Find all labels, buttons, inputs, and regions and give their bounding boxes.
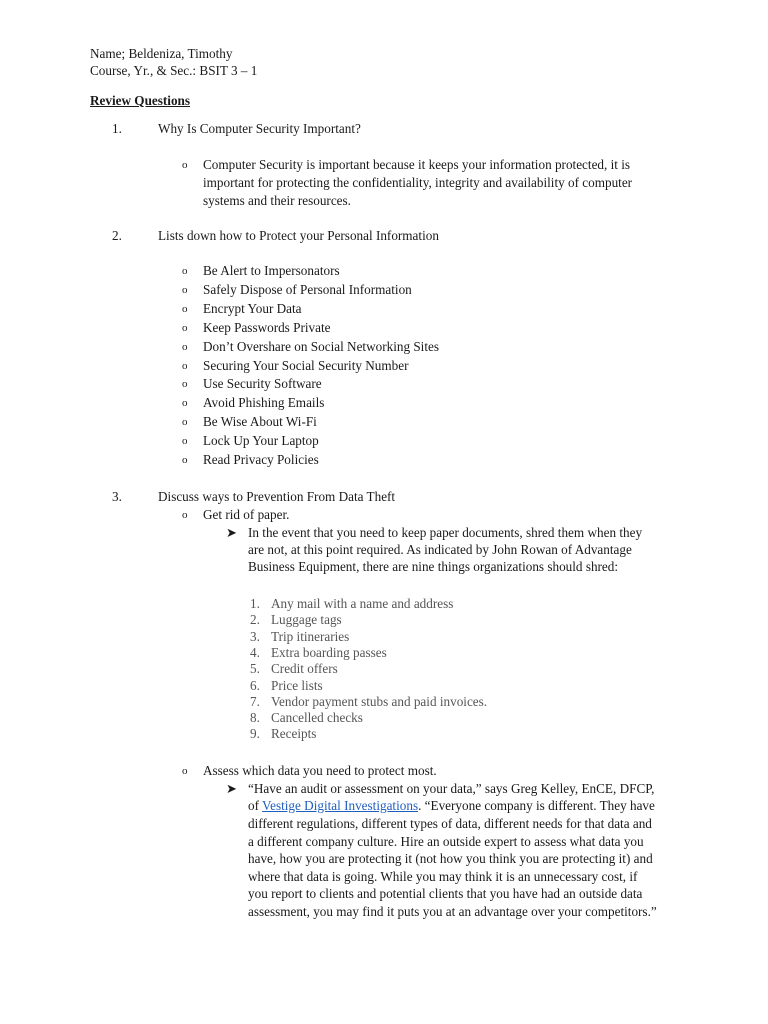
list-item: Securing Your Social Security Number [203,357,409,373]
list-item: Read Privacy Policies [203,452,319,467]
answer-1-line: Computer Security is important because it keeps your information protected, it is [203,157,631,172]
list-item: Price lists [271,677,323,693]
answer-1-line: important for protecting the confidentiality, integrity and availability of computer [203,175,633,190]
bullet-icon: o [182,159,188,171]
question-3-text: Discuss ways to Prevention From Data Theft [158,489,396,504]
quote-line: a different company culture. Hire an outside expert to assess what data you [248,833,644,849]
quote-line: where that data is going. While you may think it is an unnecessary cost, if [248,868,638,884]
arrow-bullet-icon: ➤ [226,525,237,540]
list-item: Vendor payment stubs and paid invoices. [271,693,488,709]
bullet-icon: o [182,340,188,353]
bullet-icon: o [182,765,188,777]
question-3-number: 3. [112,489,122,504]
quote-line [248,797,655,814]
bullet-icon: o [182,509,188,521]
list-item: Credit offers [271,661,338,677]
quote-continuation: . “Everyone company is different. They have [418,798,655,813]
answer-1-line: systems and their resources. [203,193,351,208]
list-item-number: 2. [250,612,260,628]
list-item-number: 9. [250,726,260,742]
section-heading: Review Questions [90,93,191,108]
student-name: Name; Beldeniza, Timothy [90,46,233,61]
shred-intro-line: Business Equipment, there are nine things organizations should shred: [248,559,619,574]
shred-intro-line: are not, at this point required. As indicated by John Rowan of Advantage [248,542,632,557]
arrow-bullet-icon: ➤ [226,781,237,796]
bullet-icon: o [182,397,188,410]
bullet-icon: o [182,302,188,315]
vestige-link[interactable]: Vestige Digital Investigations [262,798,419,813]
quote-line: “Have an audit or assessment on your data,” says Greg Kelley, EnCE, DFCP, [248,781,655,796]
bullet-icon: o [182,435,188,448]
list-item: Keep Passwords Private [203,319,331,335]
list-item-number: 6. [250,677,260,693]
quote-of: of [248,798,263,813]
list-item: Receipts [271,726,317,742]
list-item: Don’t Overshare on Social Networking Sites [203,338,439,354]
list-item-number: 7. [250,693,260,709]
list-item-number: 4. [250,644,260,660]
course-section: Course, Yr., & Sec.: BSIT 3 – 1 [90,63,258,78]
list-item: Be Wise About Wi-Fi [203,414,317,430]
bullet-icon: o [182,283,188,296]
list-item: Trip itineraries [271,628,350,644]
list-item: Any mail with a name and address [271,596,454,611]
list-item: Luggage tags [271,612,342,628]
list-item: Avoid Phishing Emails [203,395,325,411]
bullet-icon: o [182,454,188,466]
question-1-text: Why Is Computer Security Important? [158,121,361,136]
sub-point-get-rid-of-paper: Get rid of paper. [203,507,290,522]
bullet-icon: o [182,359,188,372]
quote-line: different regulations, different types of data, different needs for that data and [248,816,652,831]
bullet-icon: o [182,265,188,277]
list-item-number: 3. [250,628,260,644]
question-2-text: Lists down how to Protect your Personal Information [158,228,439,243]
list-item-number: 5. [250,661,260,677]
bullet-icon: o [182,378,188,391]
list-item: Be Alert to Impersonators [203,263,340,278]
list-item-number: 8. [250,710,260,726]
list-item: Cancelled checks [271,710,363,726]
list-item: Lock Up Your Laptop [203,433,319,449]
quote-line: have, how you are protecting it (not how you think you are protecting it) and [248,851,653,867]
list-item: Extra boarding passes [271,644,387,660]
shred-intro-line: In the event that you need to keep paper documents, shred them when they [248,525,643,540]
list-item: Safely Dispose of Personal Information [203,281,412,297]
bullet-icon: o [182,416,188,429]
question-2-number: 2. [112,228,122,243]
quote-line: you report to clients and potential clients that you have had an outside data [248,886,643,902]
list-item: Encrypt Your Data [203,300,302,316]
bullet-icon: o [182,321,188,334]
list-item: Use Security Software [203,376,322,392]
sub-point-assess-data: Assess which data you need to protect most. [203,763,437,778]
question-1-number: 1. [112,121,122,136]
list-item-number: 1. [250,596,260,611]
quote-line: assessment, you may find it puts you at an advantage over your competitors.” [248,904,657,919]
